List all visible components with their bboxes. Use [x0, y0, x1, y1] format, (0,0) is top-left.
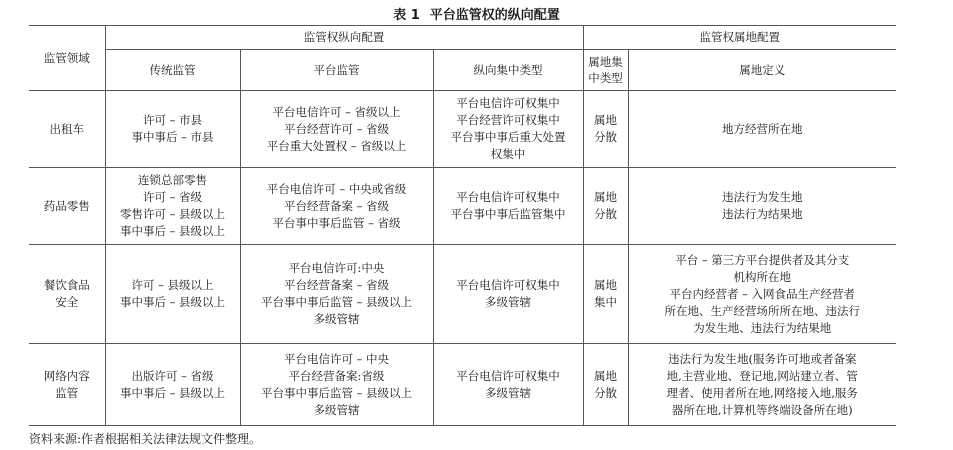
- cell-line: 事中事后 – 县级以上: [119, 385, 226, 400]
- cell-line: 平台事中事后监管集中: [450, 207, 566, 221]
- cell-vertical-type: [433, 344, 583, 426]
- cell-line: 安全: [55, 295, 79, 309]
- cell-line: 多级管辖: [485, 295, 531, 309]
- cell-vertical-type: [433, 91, 583, 168]
- cell-territorial-def: [628, 245, 896, 344]
- cell-line: 平台电信许可权集中: [456, 190, 560, 204]
- cell-line: 平台电信许可权集中: [456, 368, 560, 383]
- cell-line: 属地: [594, 190, 617, 204]
- cell-line: 属地: [594, 278, 617, 292]
- cell-line: 多级管辖: [485, 385, 531, 400]
- cell-line: 平台电信许可权集中: [456, 278, 560, 292]
- table-row: [29, 91, 896, 168]
- cell-line: 属地: [594, 368, 617, 383]
- table-row: [29, 168, 896, 245]
- header-territorial-type: 属地集中类型: [583, 50, 628, 91]
- cell-line: 平台重大处置权 – 省级以上: [266, 138, 407, 153]
- cell-line: 违法行为发生地: [722, 190, 803, 204]
- cell-line: 连锁总部零售: [138, 173, 207, 187]
- regulation-table: [29, 25, 896, 426]
- cell-line: 出版许可 – 省级: [131, 368, 214, 383]
- cell-line: 平台电信许可 – 中央: [283, 351, 390, 366]
- header-row-2: [29, 50, 896, 91]
- cell-line: 事中事后 – 市县: [131, 130, 214, 144]
- table-caption: [0, 4, 953, 23]
- cell-territorial-type: [583, 168, 628, 245]
- cell-line: 网络内容: [43, 368, 90, 383]
- cell-line: 平台电信许可 – 中央或省级: [266, 181, 407, 196]
- cell-line: 平台经营备案 – 省级: [283, 198, 390, 213]
- cell-territorial-type: [583, 245, 628, 344]
- cell-line: 分散: [594, 207, 617, 221]
- cell-line: 平台经营备案 – 省级: [283, 278, 390, 292]
- cell-line: 器所在地,计算机等终端设备所在地): [671, 402, 853, 417]
- cell-line: 违法行为发生地(服务许可地或者备案: [668, 351, 857, 366]
- cell-line: 平台电信许可:中央: [288, 261, 385, 275]
- cell-line: 地方经营所在地: [722, 121, 803, 136]
- cell-traditional: [105, 245, 240, 344]
- cell-line: 出租车: [49, 121, 84, 136]
- cell-line: 平台经营备案:省级: [288, 368, 385, 383]
- cell-line: 平台电信许可 – 省级以上: [272, 104, 401, 119]
- cell-line: 平台事中事后监管 – 省级: [272, 215, 401, 230]
- header-traditional: 传统监管: [105, 50, 240, 91]
- cell-vertical-type: [433, 168, 583, 245]
- cell-line: 平台经营许可权集中: [456, 113, 560, 127]
- cell-line: 属地: [594, 113, 617, 127]
- cell-field: [29, 344, 105, 426]
- cell-line: 多级管辖: [313, 312, 360, 326]
- table-row: [29, 245, 896, 344]
- cell-line: 许可 – 县级以上: [131, 278, 214, 292]
- cell-territorial-def: [628, 344, 896, 426]
- cell-field: [29, 91, 105, 168]
- cell-field: [29, 245, 105, 344]
- cell-traditional: [105, 168, 240, 245]
- table-number: 表 1: [393, 8, 420, 23]
- cell-line: 所在地、生产经营场所所在地、违法行: [664, 303, 860, 318]
- cell-line: 分散: [594, 130, 617, 144]
- cell-line: 事中事后 – 县级以上: [119, 295, 226, 309]
- header-platform: 平台监管: [240, 50, 433, 91]
- cell-line: 平台 – 第三方平台提供者及其分支: [675, 252, 850, 267]
- cell-platform: [240, 168, 433, 245]
- cell-line: 许可 – 市县: [142, 113, 203, 127]
- cell-field: [29, 168, 105, 245]
- cell-platform: [240, 91, 433, 168]
- header-territorial-def: 属地定义: [628, 50, 896, 91]
- cell-line: 机构所在地: [733, 269, 791, 284]
- cell-line: 平台电信许可权集中: [456, 96, 560, 110]
- cell-line: 违法行为结果地: [722, 207, 803, 221]
- table-row: [29, 344, 896, 426]
- table-title: 平台监管权的纵向配置: [429, 8, 560, 23]
- cell-line: 餐饮食品: [43, 278, 90, 292]
- cell-line: 平台事中事后重大处置: [450, 130, 566, 144]
- header-vertical-group: 监管权纵向配置: [105, 26, 583, 50]
- cell-traditional: [105, 344, 240, 426]
- header-vertical-type: 纵向集中类型: [433, 50, 583, 91]
- cell-platform: [240, 245, 433, 344]
- cell-line: 理者、使用者所在地,网络接入地,服务: [666, 385, 858, 400]
- cell-line: 平台事中事后监管 – 县级以上: [260, 385, 413, 400]
- cell-platform: [240, 344, 433, 426]
- cell-line: 药品零售: [43, 198, 90, 213]
- cell-line: 地,主营业地、登记地,网站建立者、管: [666, 368, 858, 383]
- header-field: 监管领域: [29, 26, 105, 91]
- cell-line: 平台内经营者 – 入网食品生产经营者: [669, 286, 856, 301]
- cell-line: 许可 – 省级: [142, 190, 203, 204]
- cell-line: 分散: [594, 385, 617, 400]
- cell-line: 为发生地、违法行为结果地: [693, 320, 832, 335]
- cell-line: 多级管辖: [313, 402, 360, 417]
- cell-line: 集中: [594, 295, 617, 309]
- header-row-1: [29, 26, 896, 50]
- cell-territorial-type: [583, 344, 628, 426]
- cell-territorial-type: [583, 91, 628, 168]
- cell-line: 平台经营许可 – 省级: [283, 121, 390, 136]
- cell-traditional: [105, 91, 240, 168]
- cell-line: 零售许可 – 县级以上: [119, 207, 226, 221]
- source-note: 资料来源:作者根据相关法律法规文件整理。: [29, 432, 262, 446]
- cell-line: 权集中: [490, 147, 526, 161]
- cell-vertical-type: [433, 245, 583, 344]
- header-territorial-group: 监管权属地配置: [583, 26, 896, 50]
- cell-line: 事中事后 – 县级以上: [119, 224, 226, 238]
- cell-territorial-def: [628, 91, 896, 168]
- cell-line: 监管: [55, 385, 79, 400]
- cell-line: 平台事中事后监管 – 县级以上: [260, 295, 413, 309]
- cell-territorial-def: [628, 168, 896, 245]
